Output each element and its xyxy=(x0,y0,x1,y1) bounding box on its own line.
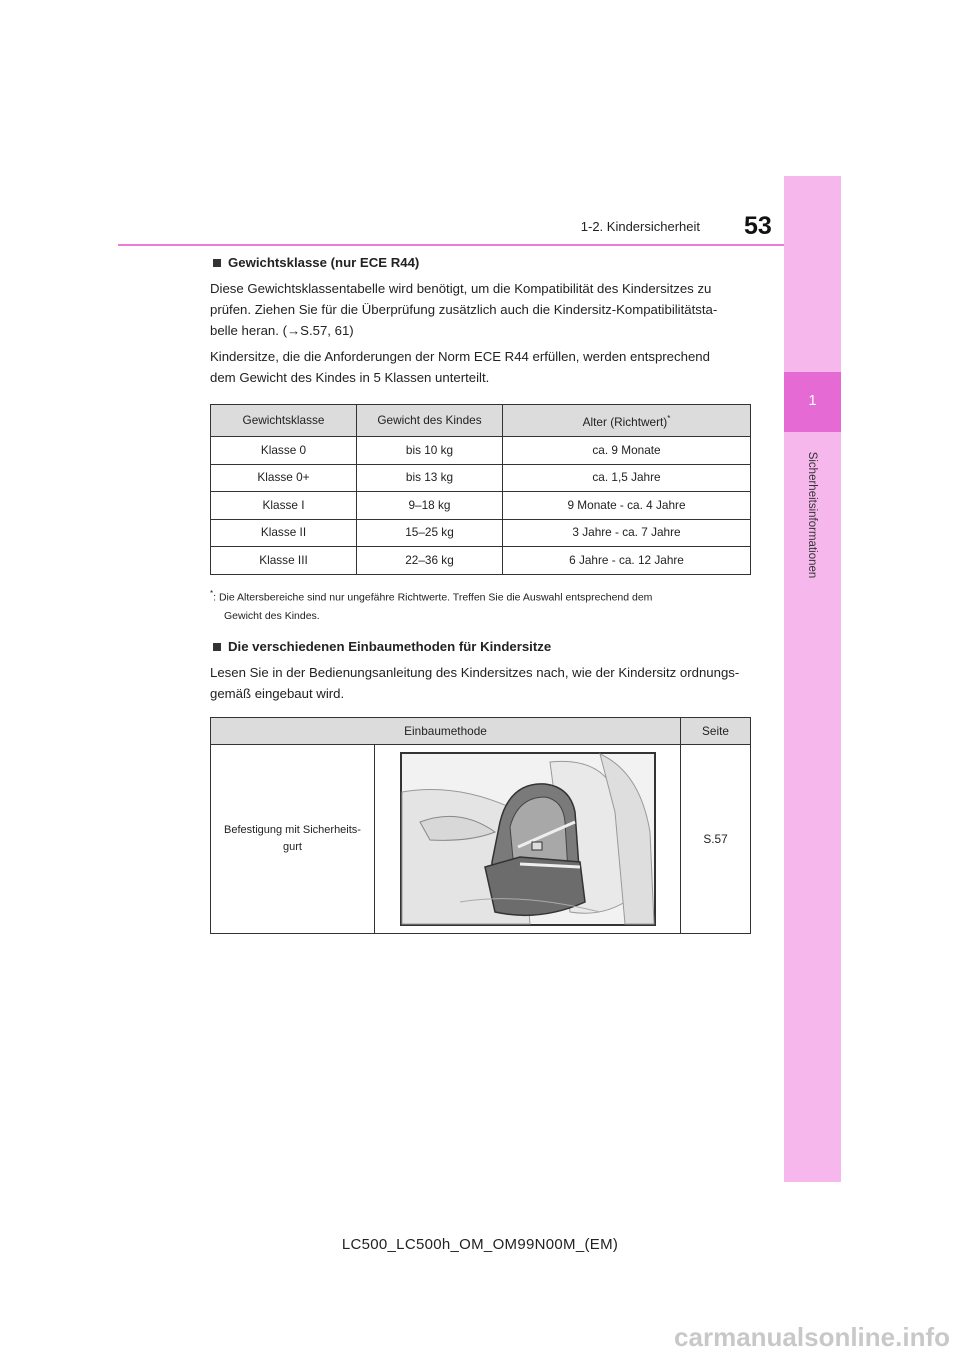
heading-text: Die verschiedenen Einbaumethoden für Kindersitze xyxy=(228,639,552,654)
footnote-text: Gewicht des Kindes. xyxy=(224,610,320,622)
installation-method-table xyxy=(210,717,751,934)
method-text: Befestigung mit Sicherheits- xyxy=(224,824,361,836)
child-seat-illustration xyxy=(400,752,656,926)
table-cell: 9–18 kg xyxy=(357,492,503,520)
section-title: 1-2. Kindersicherheit xyxy=(580,219,700,234)
document-code: LC500_LC500h_OM_OM99N00M_(EM) xyxy=(341,1236,619,1253)
page-reference: S.57 xyxy=(681,745,751,934)
table-row xyxy=(211,464,751,492)
table-cell: 22–36 kg xyxy=(357,547,503,575)
column-header: Gewicht des Kindes xyxy=(357,405,503,437)
table-cell: Klasse II xyxy=(211,519,357,547)
column-header xyxy=(503,405,751,437)
footnote-text: : Die Altersbereiche sind nur ungefähre Richtwerte. Treffen Sie die Auswahl entsprechend dem xyxy=(213,591,653,603)
chapter-number-tab[interactable] xyxy=(784,372,841,432)
text-line: dem Gewicht des Kindes in 5 Klassen unterteilt. xyxy=(210,370,490,385)
text-line: Kindersitze, die die Anforderungen der Norm ECE R44 erfüllen, werden entsprechend xyxy=(210,349,710,364)
table-row xyxy=(211,437,751,465)
column-header: Einbaumethode xyxy=(211,718,681,745)
table-row xyxy=(211,745,751,934)
table-cell: 15–25 kg xyxy=(357,519,503,547)
table-header-row xyxy=(211,718,751,745)
table-cell: Klasse 0+ xyxy=(211,464,357,492)
table-footnote xyxy=(210,584,756,627)
table-cell: ca. 1,5 Jahre xyxy=(503,464,751,492)
table-row xyxy=(211,547,751,575)
header-rule xyxy=(118,244,784,246)
illustration-cell xyxy=(375,745,681,934)
method-text: gurt xyxy=(283,841,302,853)
text-line: Diese Gewichtsklassentabelle wird benötigt, um die Kompatibilität des Kindersitzes zu xyxy=(210,281,712,296)
footnote-marker: * xyxy=(210,588,214,598)
text-line: gemäß eingebaut wird. xyxy=(210,686,345,701)
chapter-side-tab xyxy=(784,176,841,1182)
text-line: belle heran. (→S.57, 61) xyxy=(210,323,354,338)
method-cell xyxy=(211,745,375,934)
text-line: Lesen Sie in der Bedienungsanleitung des Kindersitzes nach, wie der Kindersitz ordnungs- xyxy=(210,665,740,680)
table-cell: bis 13 kg xyxy=(357,464,503,492)
column-header: Seite xyxy=(681,718,751,745)
watermark: carmanualsonline.info xyxy=(674,1322,950,1352)
chapter-number: 1 xyxy=(808,392,817,409)
table-cell: Klasse I xyxy=(211,492,357,520)
page-content xyxy=(210,252,756,934)
column-header-text: Alter (Richtwert) xyxy=(582,414,668,429)
table-row xyxy=(211,492,751,520)
weight-class-table xyxy=(210,404,751,575)
table-cell: bis 10 kg xyxy=(357,437,503,465)
square-bullet-icon xyxy=(213,643,221,651)
heading-text: Gewichtsklasse (nur ECE R44) xyxy=(228,255,420,270)
table-cell: 3 Jahre - ca. 7 Jahre xyxy=(503,519,751,547)
footnote-marker: * xyxy=(667,414,671,424)
column-header: Gewichtsklasse xyxy=(211,405,357,437)
section-heading xyxy=(210,636,756,657)
table-cell: 9 Monate - ca. 4 Jahre xyxy=(503,492,751,520)
table-cell: ca. 9 Monate xyxy=(503,437,751,465)
square-bullet-icon xyxy=(213,259,221,267)
table-cell: 6 Jahre - ca. 12 Jahre xyxy=(503,547,751,575)
section-heading xyxy=(210,252,756,273)
table-header-row xyxy=(211,405,751,437)
chapter-title-vertical: Sicherheitsinformationen xyxy=(806,451,818,579)
paragraph xyxy=(210,662,756,704)
table-row xyxy=(211,519,751,547)
paragraph xyxy=(210,346,756,388)
page-number: 53 xyxy=(744,212,772,240)
text-line: prüfen. Ziehen Sie für die Überprüfung zusätzlich auch die Kindersitz-Kompatibilitätsta- xyxy=(210,302,718,317)
table-cell: Klasse III xyxy=(211,547,357,575)
paragraph xyxy=(210,278,756,341)
table-cell: Klasse 0 xyxy=(211,437,357,465)
